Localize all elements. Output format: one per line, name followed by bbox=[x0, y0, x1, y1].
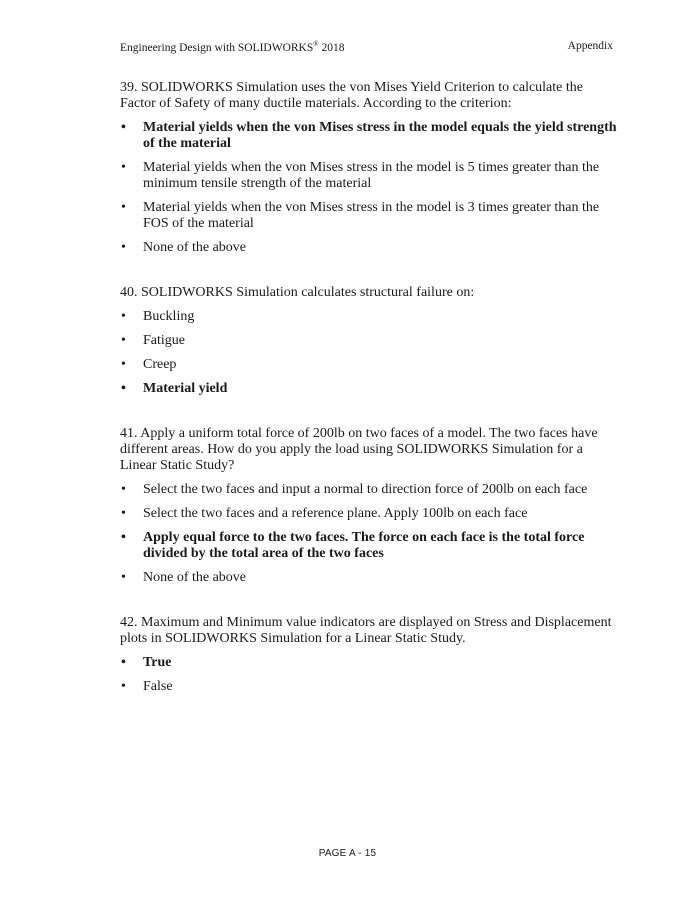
answer-option-text: Apply equal force to the two faces. The force on each face is the total force divided by the total area of the two faces bbox=[143, 530, 585, 561]
questions-container bbox=[120, 80, 618, 695]
page-number: PAGE A - 15 bbox=[318, 848, 377, 859]
answer-option-text: Material yields when the von Mises stress in the model is 3 times greater than the FOS of the material bbox=[143, 200, 600, 231]
book-title: Engineering Design with SOLIDWORKS® 2018 bbox=[120, 40, 345, 54]
question-text: 42. Maximum and Minimum value indicators are displayed on Stress and Displacement plots in SOLIDWORKS Simulation for a Linear Static Study. bbox=[120, 615, 612, 646]
bullet-icon: • bbox=[121, 120, 126, 135]
answer-option-text: Fatigue bbox=[143, 333, 185, 348]
answer-option-text: Material yields when the von Mises stress in the model equals the yield strength of the material bbox=[143, 120, 617, 151]
answer-option bbox=[120, 357, 618, 373]
answer-option bbox=[120, 570, 618, 586]
correct-answer-option bbox=[120, 120, 618, 152]
answer-option bbox=[120, 333, 618, 349]
answer-option-text: None of the above bbox=[143, 240, 247, 255]
answer-option bbox=[120, 679, 618, 695]
bullet-icon: • bbox=[121, 309, 126, 324]
answer-option-text: Select the two faces and a reference plane. Apply 100lb on each face bbox=[143, 506, 528, 521]
answer-options bbox=[120, 309, 618, 397]
bullet-icon: • bbox=[121, 482, 126, 497]
answer-options bbox=[120, 482, 618, 586]
bullet-icon: • bbox=[121, 570, 126, 585]
answer-option bbox=[120, 200, 618, 232]
question-block bbox=[120, 615, 618, 695]
answer-options bbox=[120, 655, 618, 695]
bullet-icon: • bbox=[121, 679, 126, 694]
answer-option-text: Creep bbox=[143, 357, 177, 372]
answer-option-text: None of the above bbox=[143, 570, 247, 585]
bullet-icon: • bbox=[121, 200, 126, 215]
answer-option bbox=[120, 160, 618, 192]
page-header bbox=[120, 40, 613, 54]
question-text: 40. SOLIDWORKS Simulation calculates structural failure on: bbox=[120, 285, 475, 300]
correct-answer-option bbox=[120, 655, 618, 671]
bullet-icon: • bbox=[121, 530, 126, 545]
answer-option bbox=[120, 240, 618, 256]
bullet-icon: • bbox=[121, 655, 126, 670]
correct-answer-option bbox=[120, 530, 618, 562]
question-text: 41. Apply a uniform total force of 200lb on two faces of a model. The two faces have different areas. How do you apply the load using SOLIDWORKS Simulation for a Linear Static Study? bbox=[120, 426, 598, 473]
answer-option-text: Material yield bbox=[143, 381, 228, 396]
bullet-icon: • bbox=[121, 333, 126, 348]
question-block bbox=[120, 426, 618, 586]
answer-option bbox=[120, 482, 618, 498]
answer-option bbox=[120, 506, 618, 522]
answer-options bbox=[120, 120, 618, 256]
answer-option bbox=[120, 309, 618, 325]
bullet-icon: • bbox=[121, 381, 126, 396]
answer-option-text: Select the two faces and input a normal to direction force of 200lb on each face bbox=[143, 482, 588, 497]
bullet-icon: • bbox=[121, 357, 126, 372]
answer-option-text: False bbox=[143, 679, 173, 694]
bullet-icon: • bbox=[121, 240, 126, 255]
bullet-icon: • bbox=[121, 160, 126, 175]
bullet-icon: • bbox=[121, 506, 126, 521]
answer-option-text: True bbox=[143, 655, 172, 670]
section-label: Appendix bbox=[567, 40, 613, 52]
answer-option-text: Material yields when the von Mises stress in the model is 5 times greater than the minimum tensile strength of the material bbox=[143, 160, 600, 191]
question-text: 39. SOLIDWORKS Simulation uses the von Mises Yield Criterion to calculate the Factor of Safety of many ductile materials. According to the criterion: bbox=[120, 80, 583, 111]
question-block bbox=[120, 80, 618, 256]
correct-answer-option bbox=[120, 381, 618, 397]
question-block bbox=[120, 285, 618, 397]
answer-option-text: Buckling bbox=[143, 309, 195, 324]
